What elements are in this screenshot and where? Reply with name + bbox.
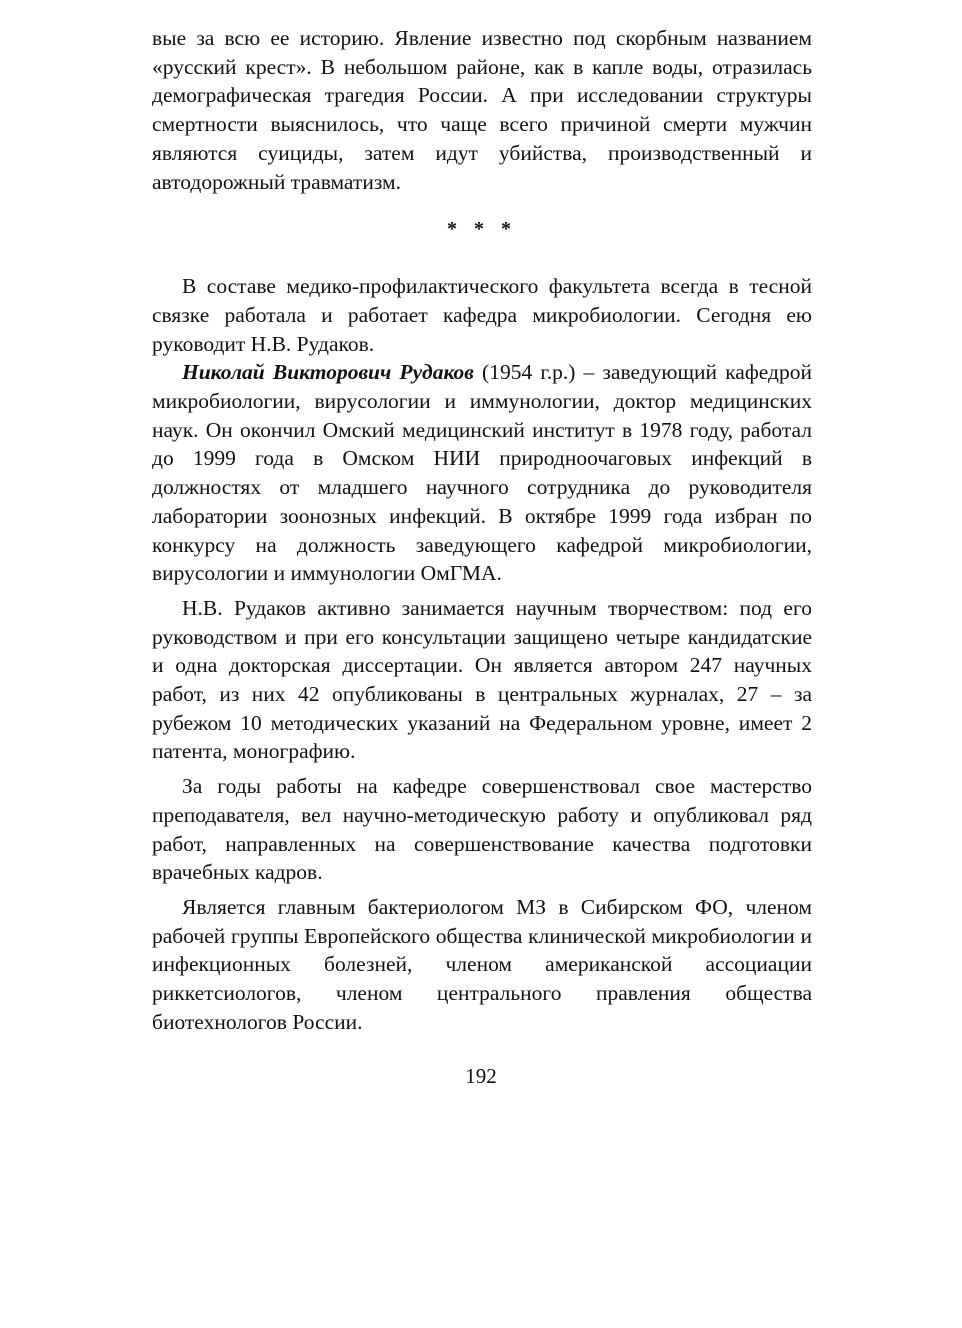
paragraph-3-text: (1954 г.р.) – заведующий кафедрой микробиологии, вирусологии и иммунологии, доктор медицинских наук. Он окончил Омский медицинский институт в 1978 году, работал до 1999 года в Омском НИИ природноочаговых инфекций в должностях от младшего научного сотрудника до руководителя лаборатории зоонозных инфекций. В октябре 1999 года избран по конкурсу на должность заведующего кафедрой микробиологии, вирусологии и иммунологии ОмГМА. (152, 360, 812, 586)
page-number: 192 (465, 1064, 497, 1088)
paragraph-5: За годы работы на кафедре совершенствовал свое мастерство преподавателя, вел научно-методическую работу и опубликовал ряд работ, направленных на совершенствование качества подготовки врачебных кадров. (152, 774, 812, 885)
paragraph-6: Является главным бактериологом МЗ в Сибирском ФО, членом рабочей группы Европейского общества клинической микробиологии и инфекционных болезней, членом американской ассоциации риккетсиологов, членом центрального правления общества биотехнологов России. (152, 894, 812, 1034)
paragraph-4: Н.В. Рудаков активно занимается научным творчеством: под его руководством и при его консультации защищено четыре кандидатские и одна докторская диссертации. Он является автором 247 научных работ, из них 42 опубликованы в центральных журналах, 27 – за рубежом 10 методических указаний на Федеральном уровне, имеет 2 патента, монографию. (152, 595, 812, 764)
section-separator: * * * (447, 218, 517, 241)
paragraph-1: вые за всю ее историю. Явление известно под скорбным названием «русский крест». В небольшом районе, как в капле воды, отразилась демографическая трагедия России. А при исследовании структуры смертности выяснилось, что чаще всего причиной смерти мужчин являются суициды, затем идут убийства, производственный и автодорожный травматизм. (152, 26, 812, 194)
paragraph-3 (152, 358, 812, 588)
paragraph-2: В составе медико-профилактического факультета всегда в тесной связке работала и работает кафедра микробиологии. Сегодня ею руководит Н.В. Рудаков. (152, 274, 812, 356)
person-name: Николай Викторович Рудаков (182, 360, 474, 385)
page-body (152, 24, 812, 1037)
